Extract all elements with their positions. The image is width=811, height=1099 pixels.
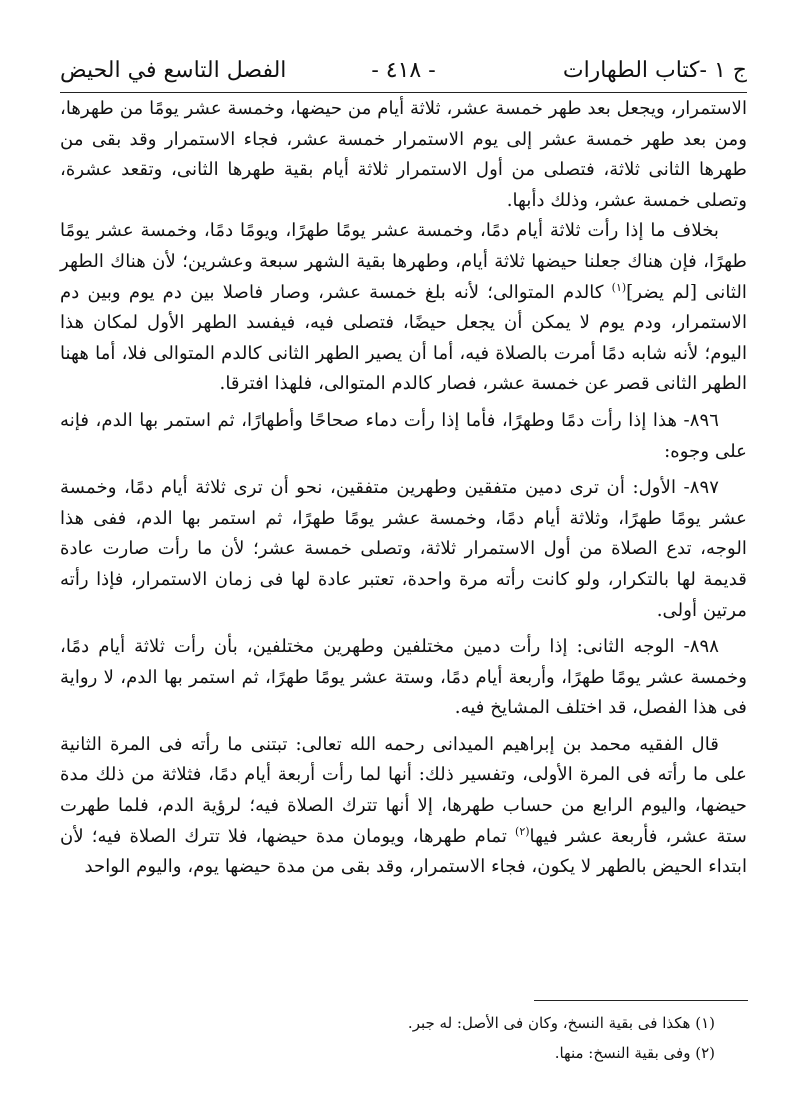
footnotes [75, 1010, 715, 1070]
paragraph: بخلاف ما إذا رأت ثلاثة أيام دمًا، وخمسة عشر يومًا طهرًا، ويومًا دمًا، وخمسة عشر يومًا طهرًا، فإن هناك جعلنا حيضها ثلاثة أيام، وطهرها بقية الشهر سبعة وعشرين؛ لأن هناك الطهر الثانى [لم يضر]$^{(١)}$ كالدم المتوالى؛ لأنه بلغ خمسة عشر، وصار فاصلا بين دم يوم وبين دم الاستمرار، ودم يوم لا يمكن أن يجعل حيضًا، فتصلى فيه، فيفسد الطهر الأول لمكان هذا اليوم؛ لأنه شابه دمًا أمرت بالصلاة فيه، أما أن يصير الطهر الثانى كالدم المتوالى فلا، أما ههنا الطهر الثانى قصر عن خمسة عشر، فصار كالدم المتوالى، فلهذا افترقا. [60, 220, 747, 395]
main-text [60, 94, 747, 883]
page-number: - ٤١٨ - [371, 58, 436, 83]
paragraph-897: ٨٩٧- الأول: أن ترى دمين متفقين وطهرين متفقين، نحو أن ترى ثلاثة أيام دمًا، وخمسة عشر يومًا طهرًا، وثلاثة أيام دمًا، وخمسة عشر يومًا طهرًا، ثم استمر بها الدم، ففى هذا الوجه، تدع الصلاة من أول الاستمرار ثلاثة، وتصلى خمسة عشر؛ لأن ما رأت صارت عادة قديمة لها بالتكرار، ولو كانت رأته مرة واحدة، تعتبر عادة لها فى زمان الاستمرار، فإذا رأته مرتين أولى. [60, 477, 747, 621]
footnote-marker: (٢) [515, 824, 530, 838]
running-head-book: ج ١ -كتاب الطهارات [562, 58, 747, 83]
paragraph: قال الفقيه محمد بن إبراهيم الميدانى رحمه الله تعالى: تبتنى ما رأته فى المرة الثانية على ما رأته فى المرة الأولى، وتفسير ذلك: أنها لما رأت أربعة أيام دمًا، فثلاثة من ذلك مدة حيضها، واليوم الرابع من حساب طهرها، إلا أنها تترك الصلاة فيه؛ لرؤية الدم، فلما طهرت ستة عشر، فأربعة عشر فيها$^{(٢)}$ تمام طهرها، ويومان مدة حيضها، فلا تترك الصلاة فيه؛ لأن ابتداء الحيض بالطهر لا يكون، فجاء الاستمرار، وقد بقى من مدة حيضها يوم، واليوم الواحد [60, 733, 747, 878]
paragraph: الاستمرار، ويجعل بعد طهر خمسة عشر، ثلاثة أيام من حيضها، وخمسة عشر يومًا من طهرها، ومن بعد طهر خمسة عشر إلى يوم الاستمرار خمسة عشر، فجاء الاستمرار وقد بقى من طهرها الثانى ثلاثة، فتصلى من أول الاستمرار ثلاثة أيام بقية طهرها الثانى، وتقعد عشرة، وتصلى خمسة عشر، وذلك دأبها. [60, 98, 747, 211]
paragraph-898: ٨٩٨- الوجه الثانى: إذا رأت دمين مختلفين وطهرين مختلفين، بأن رأت ثلاثة أيام دمًا، وخمسة عشر يومًا طهرًا، وأربعة أيام دمًا، وستة عشر يومًا طهرًا، ثم استمر بها الدم، لا رواية فى هذا الفصل، قد اختلف المشايخ فيه. [60, 636, 747, 719]
footnote-marker: (١) [611, 280, 627, 294]
paragraph-896: ٨٩٦- هذا إذا رأت دمًا وطهرًا، فأما إذا رأت دماء صحاحًا وأطهارًا، ثم استمر بها الدم، فإنه على وجوه: [60, 409, 747, 462]
footnote-1: (١) هكذا فى بقية النسخ، وكان فى الأصل: له جبر. [407, 1014, 715, 1032]
footnote-divider [534, 1000, 748, 1001]
footnote-2: (٢) وفى بقية النسخ: منها. [554, 1044, 715, 1062]
page-header [60, 52, 747, 93]
running-head-chapter: الفصل التاسع في الحيض [60, 58, 287, 83]
